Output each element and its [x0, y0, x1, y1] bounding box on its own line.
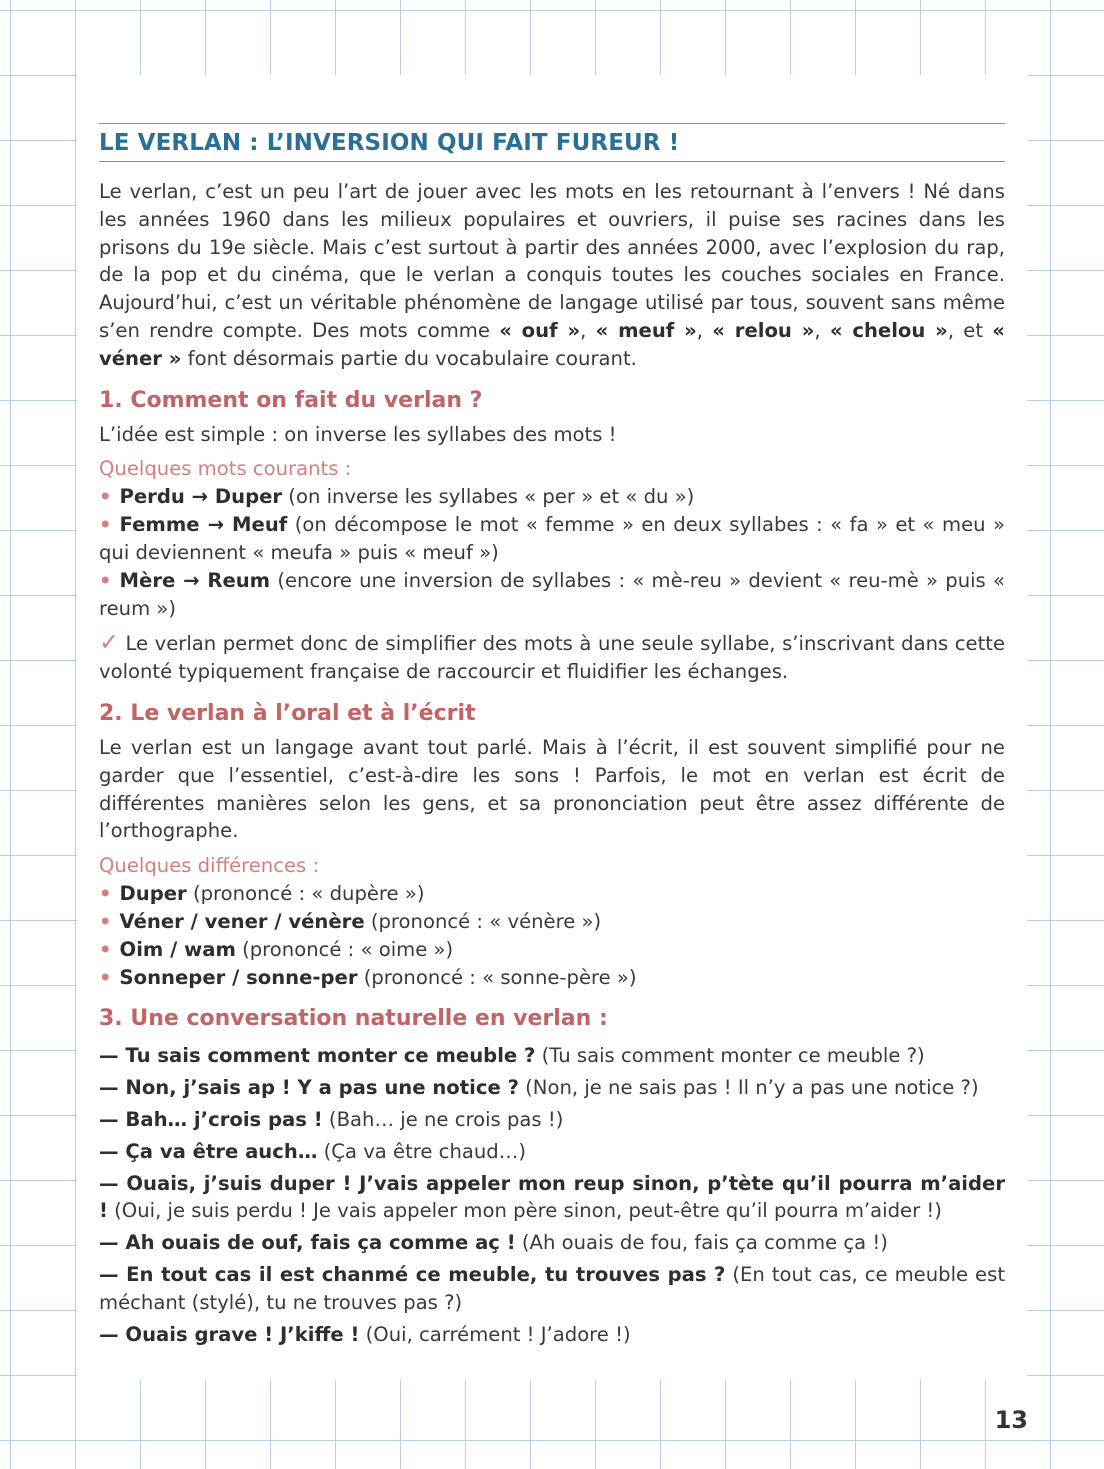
check-icon: ✓: [99, 628, 120, 657]
page-number: 13: [994, 1406, 1028, 1434]
translation: (Bah… je ne crois pas !): [322, 1107, 564, 1131]
list-item: [99, 567, 1005, 623]
list-term: Perdu → Duper: [119, 485, 283, 509]
verlan-phrase: — Non, j’sais ap ! Y a pas une notice ?: [99, 1076, 519, 1100]
verlan-phrase: — Ouais, j’suis duper ! J’vais appeler mon reup sinon, p’tète qu’il pourra m’aider !: [99, 1171, 1005, 1223]
list-item: [99, 511, 1005, 567]
page-title: LE VERLAN : L’INVERSION QUI FAIT FUREUR !: [99, 123, 1005, 162]
word-meuf: « meuf »: [595, 318, 697, 342]
verlan-phrase: — Bah… j’crois pas !: [99, 1107, 323, 1131]
list-item: [99, 483, 1005, 511]
dialogue-line: [99, 1138, 1005, 1166]
list-desc: (prononcé : « dupère »): [186, 882, 425, 906]
bullet-icon: •: [99, 882, 112, 906]
dialogue: [99, 1042, 1005, 1348]
comma: ,: [814, 318, 830, 342]
list-term: Femme → Meuf: [119, 513, 288, 537]
list-desc: (on décompose le mot « femme » en deux syllabes : « fa » et « meu » qui deviennent « meufa » puis « meuf »): [99, 513, 1005, 564]
list-desc: (prononcé : « oime »): [235, 937, 454, 961]
comma: ,: [696, 318, 713, 342]
word-chelou: « chelou »: [829, 318, 948, 342]
bullet-icon: •: [99, 513, 112, 537]
verlan-phrase: — Ouais grave ! J’kiffe !: [99, 1322, 360, 1346]
word-ouf: « ouf »: [499, 318, 581, 342]
note-text: Le verlan permet donc de simplifier des mots à une seule syllabe, s’inscrivant dans cette volonté typiquement française de raccourcir et fluidifier les échanges.: [99, 632, 1005, 684]
list-item: [99, 936, 1005, 964]
verlan-phrase: — Tu sais comment monter ce meuble ?: [99, 1044, 536, 1068]
intro-text-end: font désormais partie du vocabulaire courant.: [181, 346, 637, 370]
dialogue-line: [99, 1106, 1005, 1134]
dialogue-line: [99, 1261, 1005, 1317]
verlan-phrase: — Ça va être auch…: [99, 1139, 318, 1163]
verlan-phrase: — Ah ouais de ouf, fais ça comme aç !: [99, 1231, 516, 1255]
verlan-phrase: — En tout cas il est chanmé ce meuble, tu trouves pas ?: [99, 1262, 726, 1286]
bullet-icon: •: [99, 909, 112, 933]
intro-paragraph: [99, 178, 1005, 373]
word-relou: « relou »: [712, 318, 815, 342]
section3-heading: 3. Une conversation naturelle en verlan :: [99, 1006, 608, 1032]
list-desc: (encore une inversion de syllabes : « mè-reu » devient « reu-mè » puis « reum »): [99, 568, 1005, 620]
translation: (Ah ouais de fou, fais ça comme ça !): [515, 1231, 888, 1255]
section2-text: Le verlan est un langage avant tout parlé. Mais à l’écrit, il est souvent simplifié pour ne garder que l’essentiel, c’est-à-dire les sons ! Parfois, le mot en verlan est écrit de différentes manières selon les gens, et sa prononciation peut être assez différente de l’orthographe.: [99, 735, 1005, 843]
list-term: Duper: [119, 882, 187, 906]
translation: (Ça va être chaud…): [317, 1139, 526, 1163]
list-term: Oim / wam: [119, 937, 236, 961]
section1-note: [99, 629, 1005, 686]
translation: (Non, je ne sais pas ! Il n’y a pas une notice ?): [518, 1076, 979, 1100]
article: [99, 123, 1005, 1348]
translation: (Tu sais comment monter ce meuble ?): [535, 1044, 925, 1068]
section1-list: [99, 483, 1005, 622]
dialogue-line: [99, 1321, 1005, 1349]
translation: (Oui, je suis perdu ! Je vais appeler mon père sinon, peut-être qu’il pourra m’aider !): [107, 1199, 942, 1223]
list-desc: (on inverse les syllabes « per » et « du »): [282, 485, 695, 509]
list-desc: (prononcé : « sonne-père »): [357, 965, 637, 989]
word-vener: « véner »: [99, 318, 1005, 370]
section2-list: [99, 880, 1005, 991]
bullet-icon: •: [99, 485, 112, 509]
list-term: Mère → Reum: [119, 568, 271, 592]
bullet-icon: •: [99, 937, 112, 961]
translation: (En tout cas, ce meuble est méchant (stylé), tu ne trouves pas ?): [99, 1262, 1005, 1314]
list-term: Sonneper / sonne-per: [119, 965, 358, 989]
intro-text: Le verlan, c’est un peu l’art de jouer avec les mots en les retournant à l’envers ! Né dans les années 1960 dans les milieux populaires et ouvriers, il puise ses racines dans les prisons du 19e siècle. Mais c’est surtout à partir des années 2000, avec l’explosion du rap, de la pop et du cinéma, que le verlan a conquis toutes les couches sociales en France. Aujourd’hui, c’est un véritable phénomène de langage utilisé par tous, souvent sans même s’en rendre compte. Des mots comme: [99, 180, 1005, 342]
dialogue-line: [99, 1170, 1005, 1226]
dialogue-line: [99, 1229, 1005, 1257]
list-desc: (prononcé : « vénère »): [364, 909, 602, 933]
list-item: [99, 908, 1005, 936]
section1-subheading: Quelques mots courants :: [99, 457, 352, 481]
section2-heading: 2. Le verlan à l’oral et à l’écrit: [99, 700, 476, 726]
comma: ,: [580, 318, 596, 342]
dialogue-line: [99, 1042, 1005, 1070]
translation: (Oui, carrément ! J’adore !): [359, 1322, 631, 1346]
conjunction: , et: [947, 318, 993, 342]
dialogue-line: [99, 1074, 1005, 1102]
bullet-icon: •: [99, 965, 112, 989]
list-item: [99, 880, 1005, 908]
section1-text: L’idée est simple : on inverse les syllabes des mots !: [99, 422, 617, 446]
list-item: [99, 964, 1005, 992]
section2-subheading: Quelques différences :: [99, 854, 320, 878]
bullet-icon: •: [99, 568, 112, 592]
section1-heading: 1. Comment on fait du verlan ?: [99, 387, 483, 413]
list-term: Véner / vener / vénère: [119, 909, 365, 933]
